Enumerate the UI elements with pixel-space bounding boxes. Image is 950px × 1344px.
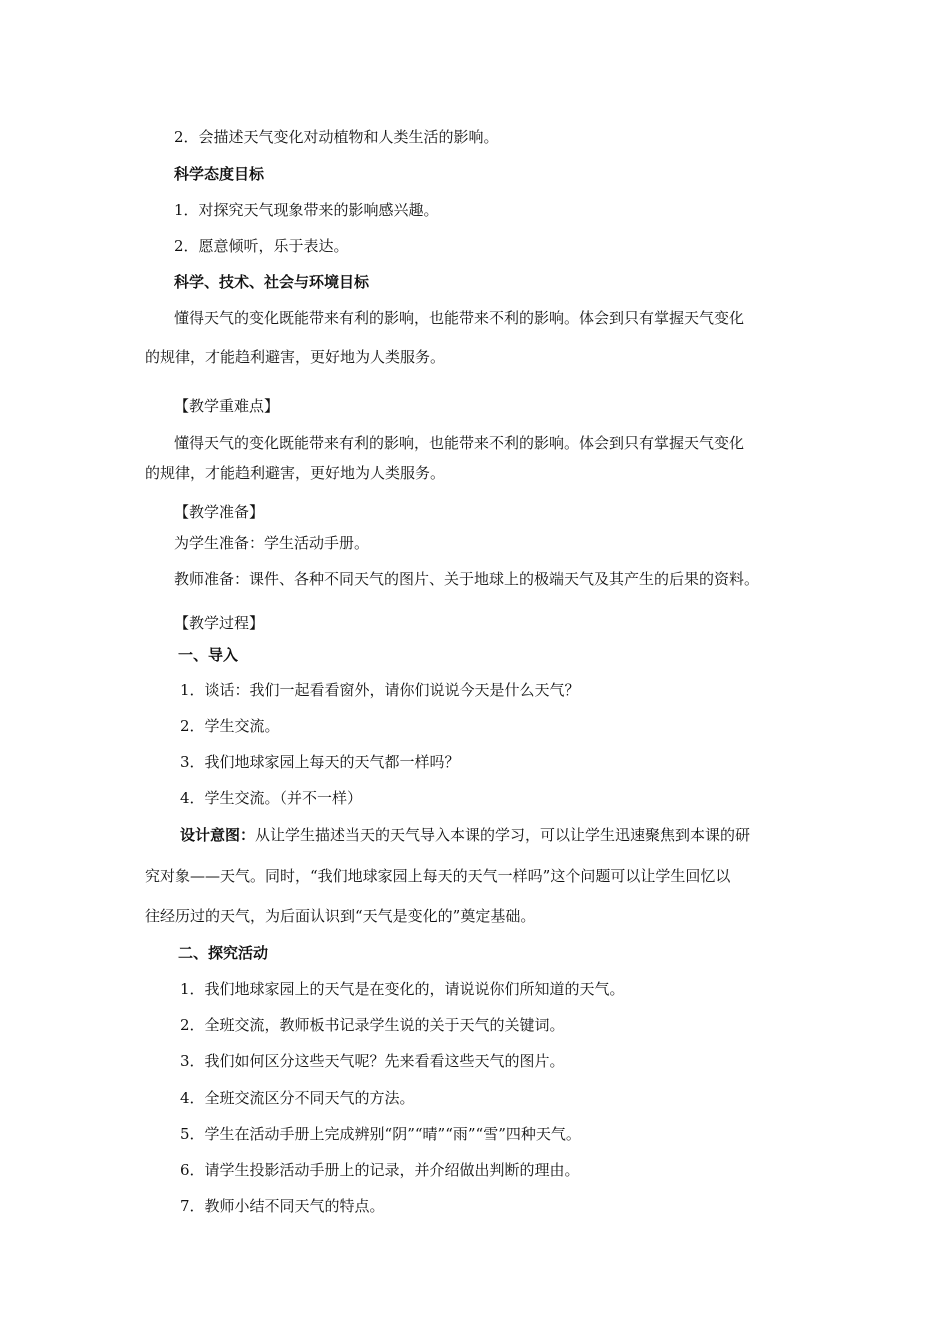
design-intent-line-2: 究对象——天气。同时，“我们地球家园上每天的天气一样吗”这个问题可以让学生回忆以	[145, 867, 731, 885]
key-points-heading: 【教学重难点】	[174, 397, 280, 415]
design-intent-line-3: 往经历过的天气，为后面认识到“天气是变化的”奠定基础。	[145, 907, 536, 925]
sts-text-line-1: 懂得天气的变化既能带来有利的影响，也能带来不利的影响。体会到只有掌握天气变化	[174, 309, 745, 327]
attitude-item-2: 2．愿意倾听，乐于表达。	[174, 237, 349, 255]
section-1-item-3: 3．我们地球家园上每天的天气都一样吗？	[180, 753, 460, 771]
skill-goal-item-2: 2．会描述天气变化对动植物和人类生活的影响。	[174, 128, 499, 146]
sts-heading: 科学、技术、社会与环境目标	[174, 273, 370, 291]
section-2-item-1: 1．我们地球家园上的天气是在变化的，请说说你们所知道的天气。	[180, 980, 625, 998]
section-2-item-6: 6．请学生投影活动手册上的记录，并介绍做出判断的理由。	[180, 1161, 580, 1179]
section-2-item-5: 5．学生在活动手册上完成辨别“阴”“晴”“雨”“雪”四种天气。	[180, 1125, 581, 1143]
section-2-heading: 二、探究活动	[178, 944, 269, 962]
section-1-heading: 一、导入	[178, 646, 239, 664]
attitude-heading: 科学态度目标	[174, 165, 265, 183]
prep-student: 为学生准备：学生活动手册。	[174, 534, 370, 552]
process-heading: 【教学过程】	[174, 614, 265, 632]
attitude-item-1: 1．对探究天气现象带来的影响感兴趣。	[174, 201, 439, 219]
section-1-item-2: 2．学生交流。	[180, 717, 280, 735]
section-2-item-7: 7．教师小结不同天气的特点。	[180, 1197, 385, 1215]
prep-teacher: 教师准备：课件、各种不同天气的图片、关于地球上的极端天气及其产生的后果的资料。	[174, 570, 760, 588]
preparation-heading: 【教学准备】	[174, 503, 265, 521]
key-points-line-2: 的规律，才能趋利避害，更好地为人类服务。	[145, 464, 446, 482]
section-2-item-4: 4．全班交流区分不同天气的方法。	[180, 1089, 415, 1107]
key-points-line-1: 懂得天气的变化既能带来有利的影响，也能带来不利的影响。体会到只有掌握天气变化	[174, 434, 745, 452]
sts-text-line-2: 的规律，才能趋利避害，更好地为人类服务。	[145, 348, 446, 366]
section-2-item-3: 3．我们如何区分这些天气呢？先来看看这些天气的图片。	[180, 1052, 565, 1070]
section-1-item-1: 1．谈话：我们一起看看窗外，请你们说说今天是什么天气？	[180, 681, 580, 699]
design-intent-text-1: 从让学生描述当天的天气导入本课的学习，可以让学生迅速聚焦到本课的研	[255, 826, 751, 844]
section-1-item-4: 4．学生交流。（并不一样）	[180, 789, 363, 807]
section-2-item-2: 2．全班交流，教师板书记录学生说的关于天气的关键词。	[180, 1016, 565, 1034]
design-intent-line-1	[180, 825, 820, 845]
design-intent-label: 设计意图：	[180, 826, 256, 844]
